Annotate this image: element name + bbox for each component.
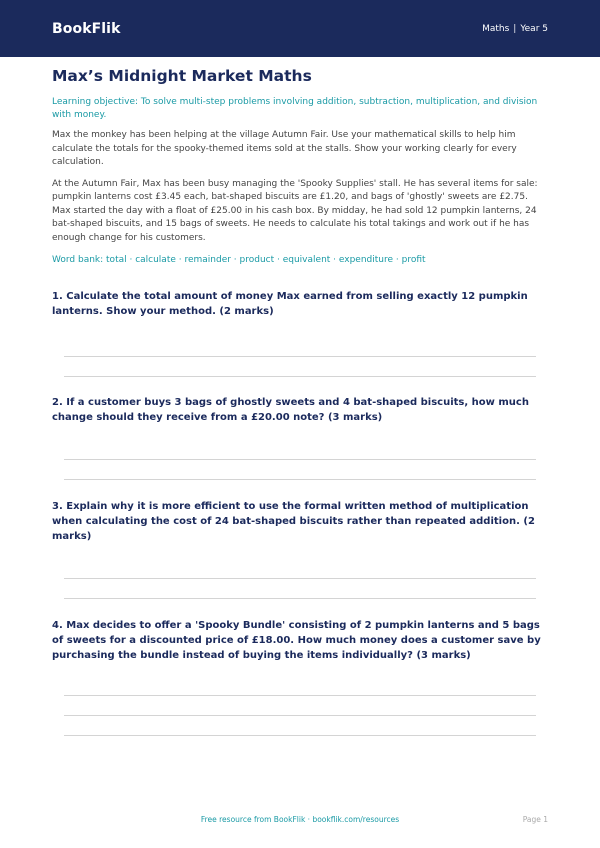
page-header xyxy=(0,0,600,57)
answer-lines xyxy=(52,695,548,736)
answer-line[interactable] xyxy=(64,479,536,480)
answer-lines xyxy=(52,459,548,480)
answer-line[interactable] xyxy=(64,735,536,736)
learning-objective: Learning objective: To solve multi-step problems involving addition, subtraction, multiplication, and division with money. xyxy=(52,97,538,120)
answer-line[interactable] xyxy=(64,356,536,357)
page-footer xyxy=(0,815,600,829)
question-2 xyxy=(52,395,548,480)
word-bank: Word bank: total · calculate · remainder · product · equivalent · expenditure · profit xyxy=(52,255,426,265)
answer-line[interactable] xyxy=(64,715,536,716)
question-text: 2. If a customer buys 3 bags of ghostly sweets and 4 bat-shaped biscuits, how much change should they receive from a £20.00 note? (3 marks) xyxy=(52,397,529,423)
question-4 xyxy=(52,618,548,736)
answer-lines xyxy=(52,578,548,599)
worksheet-content xyxy=(52,66,548,736)
answer-line[interactable] xyxy=(64,598,536,599)
subject-label: Maths xyxy=(482,23,510,34)
question-1 xyxy=(52,289,548,377)
year-label: Year 5 xyxy=(520,23,548,34)
answer-line[interactable] xyxy=(64,376,536,377)
answer-line[interactable] xyxy=(64,578,536,579)
question-3 xyxy=(52,499,548,599)
answer-lines xyxy=(52,356,548,377)
answer-line[interactable] xyxy=(64,459,536,460)
question-text: 4. Max decides to offer a 'Spooky Bundle' consisting of 2 pumpkin lanterns and 5 bags of sweets for a discounted price of £18.00. How much money does a customer save by purchasing the bundle instead of buying the items individually? (3 marks) xyxy=(52,620,541,661)
meta-separator: | xyxy=(513,23,517,34)
header-meta xyxy=(482,24,548,34)
question-text: 1. Calculate the total amount of money Max earned from selling exactly 12 pumpkin lanterns. Show your method. (2 marks) xyxy=(52,291,528,317)
page-number: Page 1 xyxy=(522,815,548,824)
footer-credit: Free resource from BookFlik · bookflik.com/resources xyxy=(200,815,400,824)
scenario-paragraph: At the Autumn Fair, Max has been busy managing the 'Spooky Supplies' stall. He has several items for sale: pumpkin lanterns cost £3.45 each, bat-shaped biscuits are £1.20, and bags of 'ghostly' sweets are £2.75. Max started the day with a float of £25.00 in his cash box. By midday, he had sold 12 pumpkin lanterns, 24 bat-shaped biscuits, and 15 bags of sweets. He needs to calculate his total takings and work out if he has enough change for his customers. xyxy=(52,178,538,243)
intro-paragraph: Max the monkey has been helping at the village Autumn Fair. Use your mathematical skills to help him calculate the totals for the spooky-themed items sold at the stalls. Show your working clearly for every calculation. xyxy=(52,130,517,167)
question-text: 3. Explain why it is more efficient to use the formal written method of multiplication when calculating the cost of 24 bat-shaped biscuits rather than repeated addition. (2 marks) xyxy=(52,501,535,542)
worksheet-title: Max’s Midnight Market Maths xyxy=(52,67,312,85)
answer-line[interactable] xyxy=(64,695,536,696)
brand-logo-text: BookFlik xyxy=(52,20,121,37)
